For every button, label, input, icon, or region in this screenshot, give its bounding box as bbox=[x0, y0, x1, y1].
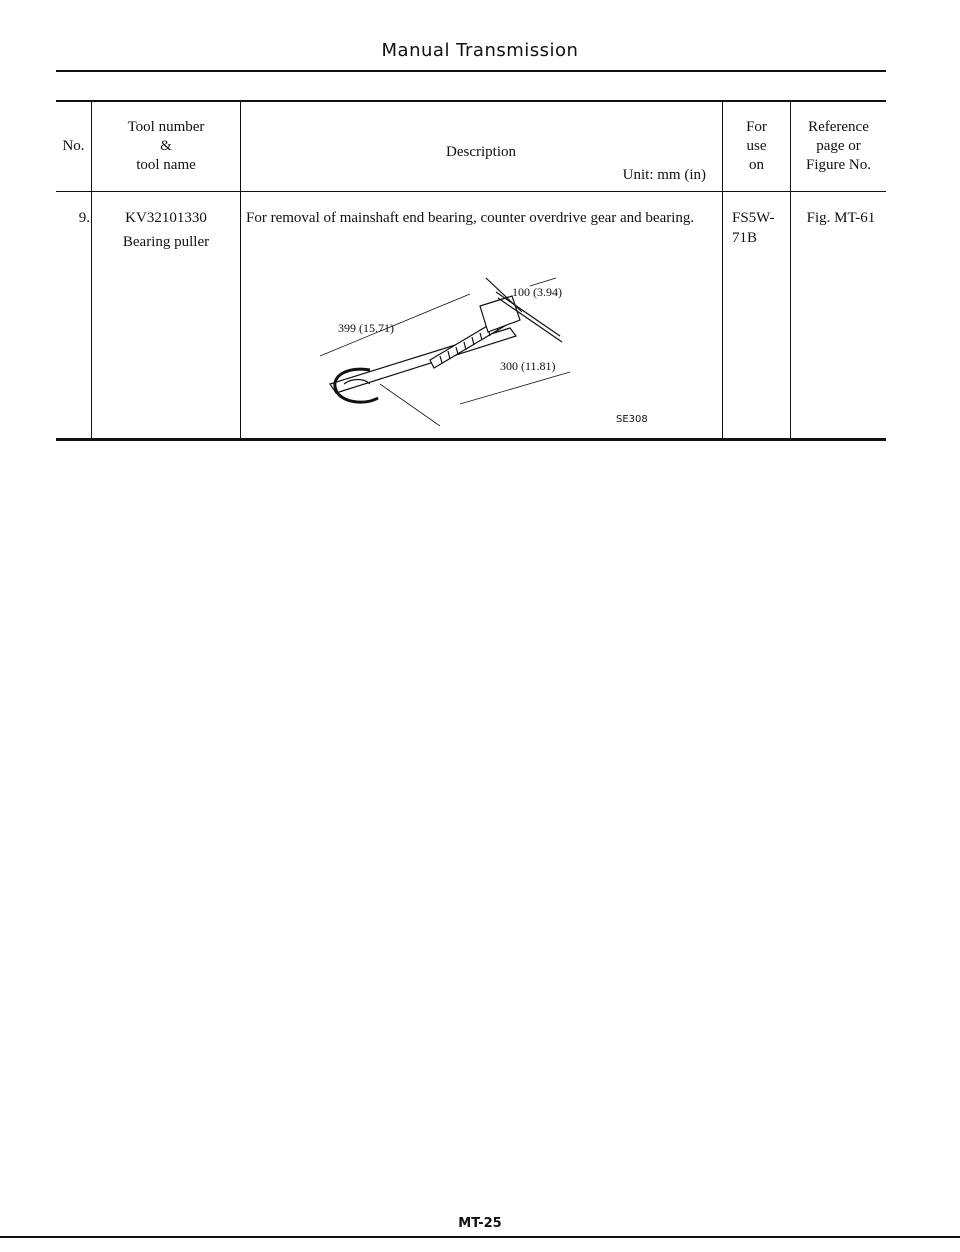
header-tool: Tool number & tool name bbox=[127, 119, 205, 173]
header-use: For use on bbox=[746, 119, 767, 173]
reference-figure: Fig. MT-61 bbox=[806, 210, 876, 226]
header-no: No. bbox=[62, 138, 85, 154]
header-description: Description bbox=[446, 144, 516, 160]
use-on: FS5W- 71B bbox=[732, 210, 775, 246]
header-divider bbox=[56, 191, 886, 192]
page-title: Manual Transmission bbox=[381, 40, 579, 61]
bearing-puller-illustration bbox=[260, 266, 680, 426]
tool-number: KV32101330 bbox=[125, 210, 207, 226]
tool-name: Bearing puller bbox=[122, 234, 210, 250]
header-rule bbox=[56, 70, 886, 72]
dimension-label: 100 (3.94) bbox=[512, 285, 562, 299]
header-reference: Reference page or Figure No. bbox=[806, 119, 871, 173]
dimension-label: 399 (15.71) bbox=[338, 321, 394, 335]
row-description: For removal of mainshaft end bearing, counter overdrive gear and bearing. bbox=[246, 210, 695, 226]
header-unit: Unit: mm (in) bbox=[622, 167, 706, 183]
figure-code: SE308 bbox=[616, 414, 648, 425]
page-number: MT-25 bbox=[458, 1216, 502, 1231]
footer-rule bbox=[0, 1236, 960, 1238]
row-number: 9. bbox=[78, 210, 90, 226]
dimension-label: 300 (11.81) bbox=[500, 359, 556, 373]
